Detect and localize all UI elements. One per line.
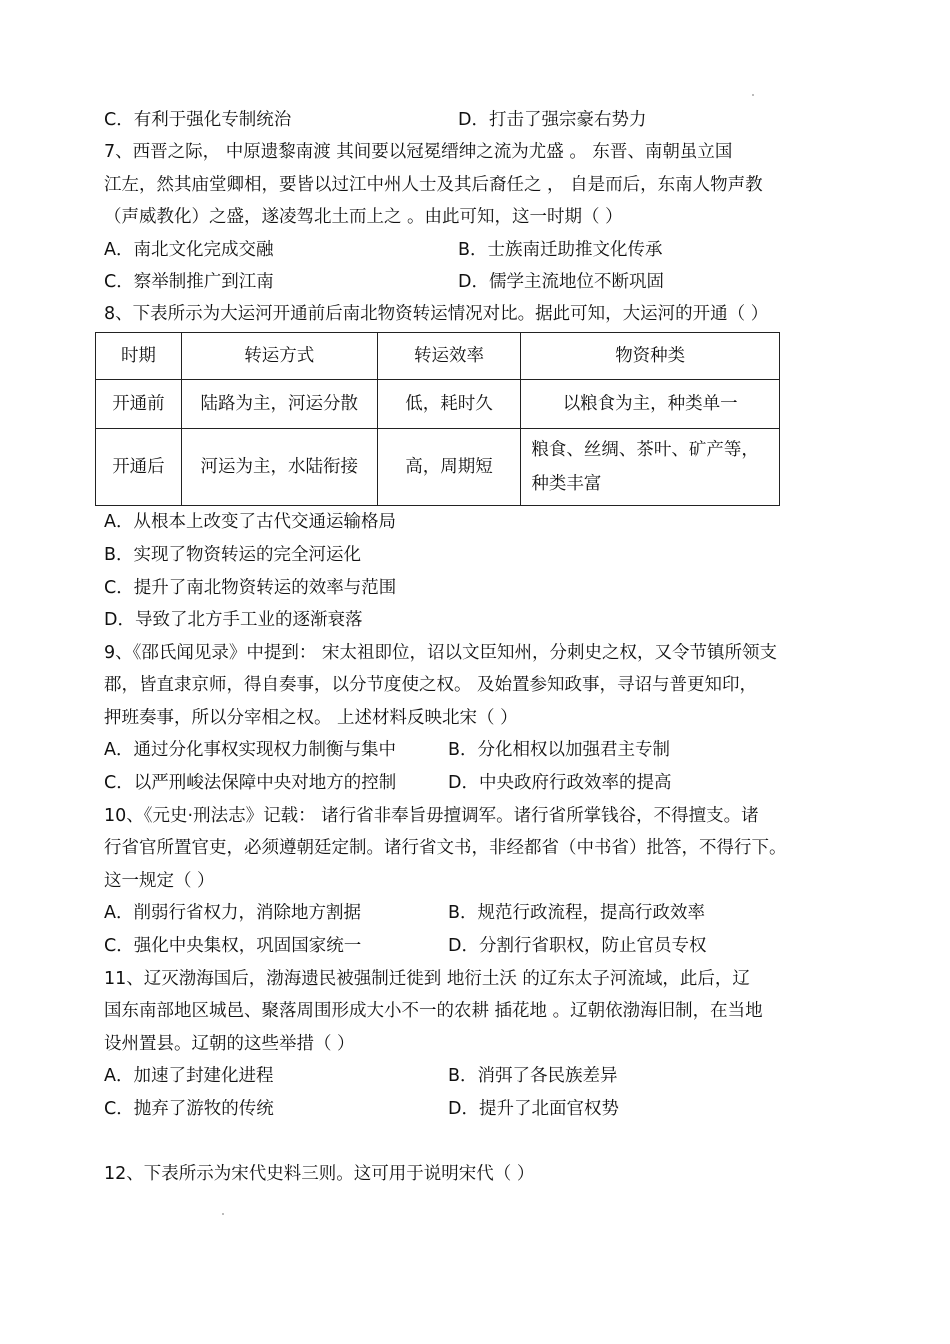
q8-option-a: A．从根本上改变了古代交通运输格局 [104, 512, 396, 532]
q10-option-c: C．强化中央集权，巩固国家统一 [104, 936, 362, 956]
q10-stem-line1: 10、《元史·刑法志》记载： 诸行省非奉旨毋擅调军。诸行省所掌钱谷，不得擅支。诸 [104, 806, 759, 826]
q10-option-b: B．规范行政流程，提高行政效率 [448, 903, 706, 923]
q8-option-d: D．导致了北方手工业的逐渐衰落 [104, 610, 363, 630]
q7-option-c: C．察举制推广到江南 [104, 272, 274, 292]
q7-option-d: D．儒学主流地位不断巩固 [458, 272, 664, 292]
q10-option-d: D．分割行省职权，防止官员专权 [448, 936, 707, 956]
q9-stem-line2: 郡，皆直隶京师，得自奏事，以分节度使之权。 及始置参知政事，寻诏与普更知印， [104, 675, 758, 695]
table-row [96, 429, 780, 506]
q7-stem-line1: 7、西晋之际， 中原遗黎南渡 其间要以冠冕缙绅之流为尤盛 。 东晋、南朝虽立国 [104, 142, 733, 162]
table-header-goods: 物资种类 [521, 333, 780, 380]
table-cell: 陆路为主，河运分散 [181, 380, 377, 429]
q9-stem-line3: 押班奏事，所以分宰相之权。 上述材料反映北宋（ ） [104, 708, 518, 728]
q9-option-b: B．分化相权以加强君主专制 [448, 740, 671, 760]
q8-option-b: B．实现了物资转运的完全河运化 [104, 545, 362, 565]
q7-option-a: A．南北文化完成交融 [104, 240, 274, 260]
table-header-period: 时期 [96, 333, 182, 380]
q11-option-b: B．消弭了各民族差异 [448, 1066, 618, 1086]
q8-comparison-table [95, 332, 780, 506]
q11-stem-line2: 国东南部地区城邑、聚落周围形成大小不一的农耕 插花地 。辽朝依渤海旧制，在当地 [104, 1001, 763, 1021]
table-cell: 开通后 [96, 429, 182, 506]
q11-stem-line3: 设州置县。辽朝的这些举措（ ） [104, 1034, 355, 1054]
table-cell: 高，周期短 [377, 429, 521, 506]
q11-option-d: D．提升了北面官权势 [448, 1099, 619, 1119]
q11-option-a: A．加速了封建化进程 [104, 1066, 274, 1086]
q9-option-d: D．中央政府行政效率的提高 [448, 773, 672, 793]
q6-option-c: C．有利于强化专制统治 [104, 110, 292, 130]
q9-option-c: C．以严刑峻法保障中央对地方的控制 [104, 773, 397, 793]
q11-option-c: C．抛弃了游牧的传统 [104, 1099, 274, 1119]
table-header-method: 转运方式 [181, 333, 377, 380]
q7-stem-line3: （声威教化）之盛，遂凌驾北土而上之 。由此可知，这一时期（ ） [104, 207, 623, 227]
table-cell: 以粮食为主，种类单一 [521, 380, 780, 429]
table-cell: 低，耗时久 [377, 380, 521, 429]
table-cell-goods [521, 429, 780, 506]
q10-stem-line3: 这一规定（ ） [104, 871, 215, 891]
q11-stem-line1: 11、辽灭渤海国后，渤海遗民被强制迁徙到 地衍土沃 的辽东太子河流域，此后，辽 [104, 969, 750, 989]
q7-option-b: B．士族南迁助推文化传承 [458, 240, 663, 260]
table-cell: 开通前 [96, 380, 182, 429]
q8-stem: 8、下表所示为大运河开通前后南北物资转运情况对比。据此可知，大运河的开通（ ） [104, 304, 769, 324]
q9-stem-line1: 9、《邵氏闻见录》中提到： 宋太祖即位，诏以文臣知州，分刺史之权，又令节镇所领支 [104, 643, 777, 663]
table-cell-line: 粮食、丝绸、茶叶、矿产等， [531, 440, 759, 460]
q10-stem-line2: 行省官所置官吏，必须遵朝廷定制。诸行省文书，非经都省（中书省）批答，不得行下。 [104, 838, 787, 858]
table-cell: 河运为主，水陆衔接 [181, 429, 377, 506]
table-cell-line: 种类丰富 [531, 474, 602, 494]
q7-stem-line2: 江左，然其庙堂卿相，要皆以过江中州人士及其后裔任之 ， 自是而后，东南人物声教 [104, 175, 763, 195]
q9-option-a: A．通过分化事权实现权力制衡与集中 [104, 740, 396, 760]
q6-option-d: D．打击了强宗豪右势力 [458, 110, 647, 130]
q10-option-a: A．削弱行省权力，消除地方割据 [104, 903, 361, 923]
q12-stem: 12、下表所示为宋代史料三则。这可用于说明宋代（ ） [104, 1164, 535, 1184]
table-header-efficiency: 转运效率 [377, 333, 521, 380]
scan-speck [752, 94, 754, 96]
scan-speck [222, 1213, 224, 1215]
table-row [96, 380, 780, 429]
q8-option-c: C．提升了南北物资转运的效率与范围 [104, 578, 397, 598]
